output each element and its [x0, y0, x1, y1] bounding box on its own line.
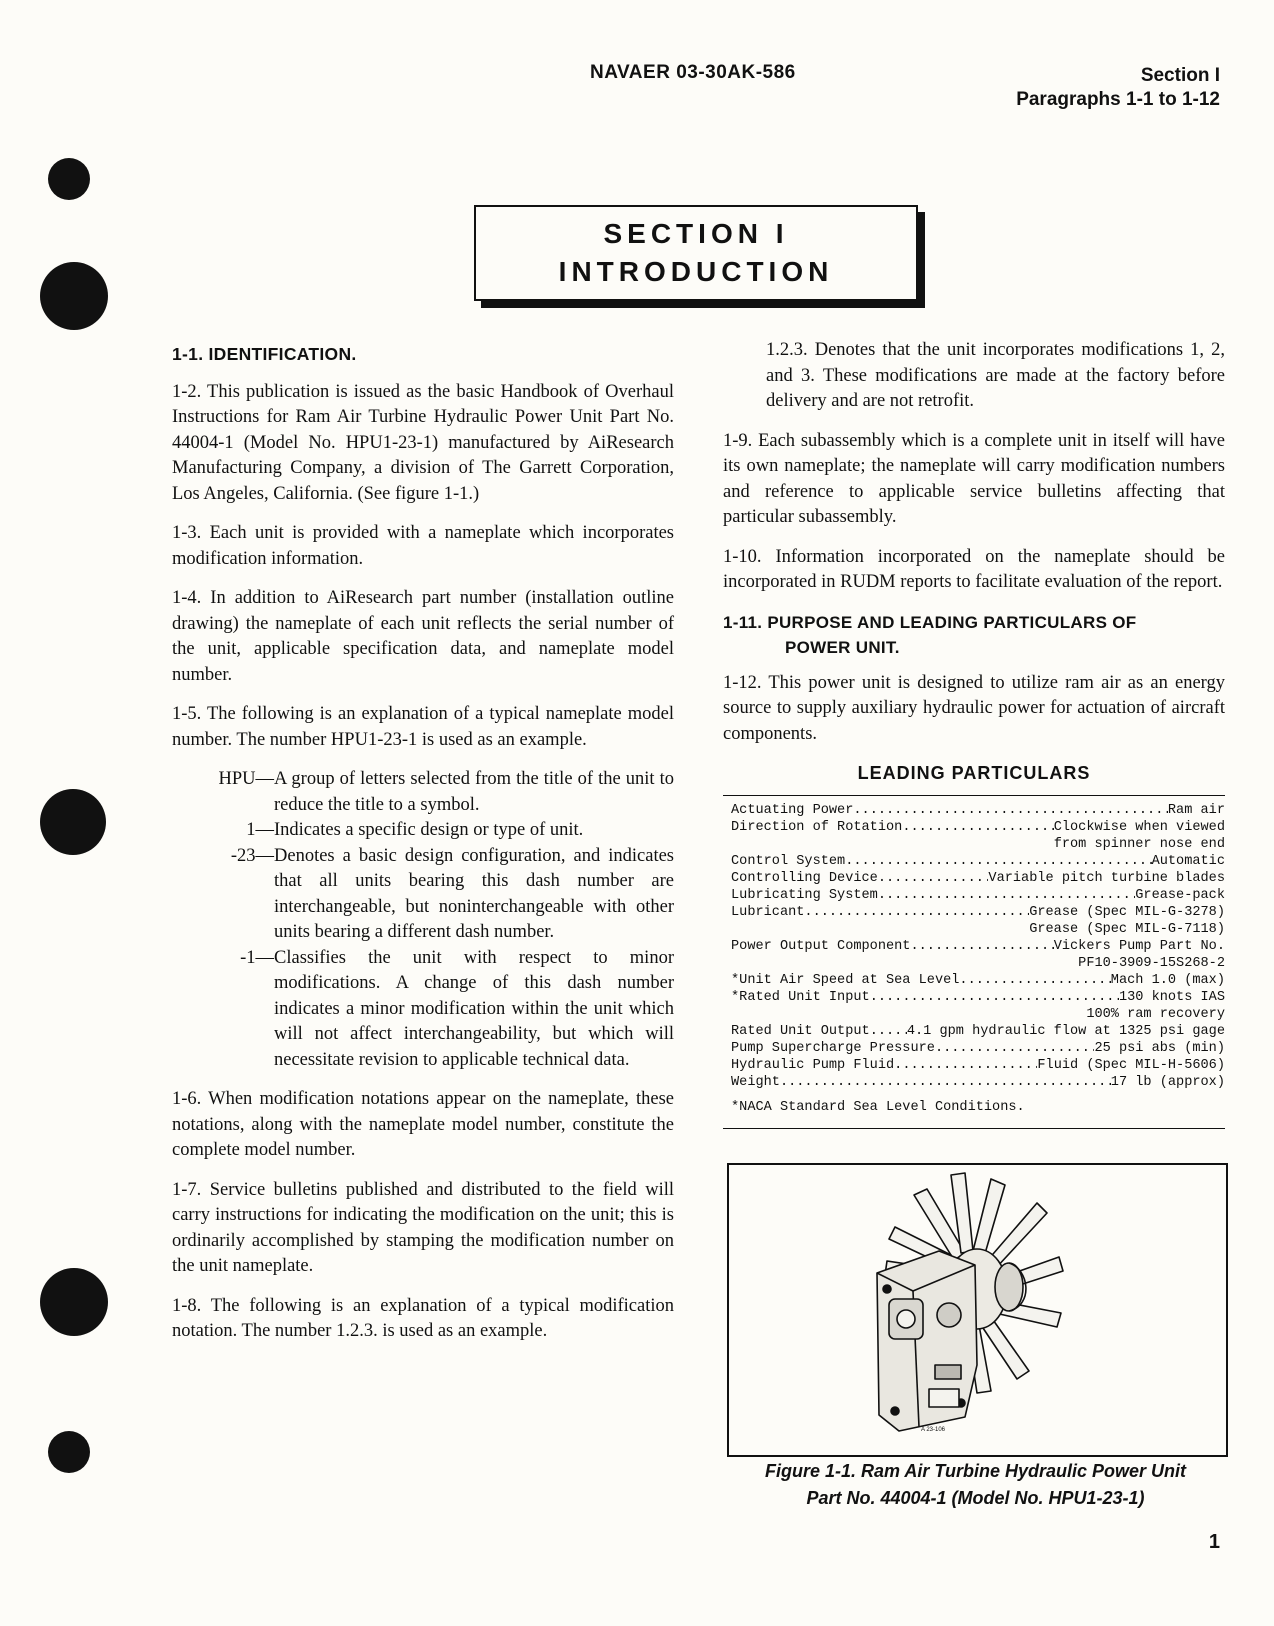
particulars-label: *Unit Air Speed at Sea Level	[731, 972, 960, 988]
particulars-row	[731, 972, 1225, 989]
section-header	[1016, 64, 1220, 112]
particulars-label: Weight	[731, 1074, 780, 1090]
figure-caption-line1: Figure 1-1. Ram Air Turbine Hydraulic Power Unit	[764, 1461, 1187, 1481]
section-title: SECTION I	[603, 218, 789, 249]
dot-leader	[959, 972, 1110, 989]
page-number: 1	[1208, 1531, 1220, 1553]
particulars-value-continued: Grease (Spec MIL-G-7118)	[1029, 921, 1225, 937]
particulars-value: 130 knots IAS	[1118, 989, 1225, 1005]
paragraph-1-7: 1-7. Service bulletins published and distributed to the field will carry instructions for indicating the modification on the unit; this is ordinarily accomplished by stamping the modification number on the unit nameplate.	[172, 1179, 674, 1276]
left-column	[172, 342, 674, 1359]
dot-leader	[845, 853, 1151, 870]
particulars-row	[731, 802, 1225, 819]
binder-hole	[40, 789, 106, 855]
binder-hole	[40, 262, 108, 330]
heading-purpose-line2: POWER UNIT.	[785, 638, 900, 657]
particulars-value: Clockwise when viewed	[1053, 819, 1225, 835]
particulars-label: Pump Supercharge Pressure	[731, 1040, 935, 1056]
dot-leader	[910, 938, 1053, 955]
particulars-row	[731, 1074, 1225, 1091]
definition-term: HPU—	[218, 769, 274, 789]
particulars-label: Lubricating System	[731, 887, 878, 903]
paragraph-1-9: 1-9. Each subassembly which is a complete unit in itself will have its own nameplate; the nameplate will carry modification numbers and reference to applicable service bulletins affecting that particular subassembly.	[723, 430, 1225, 527]
particulars-label: *Rated Unit Input	[731, 989, 870, 1005]
heading-purpose-line1: 1-11. PURPOSE AND LEADING PARTICULARS OF	[723, 612, 1137, 632]
particulars-row	[731, 1023, 1225, 1040]
heading-identification: 1-1. IDENTIFICATION.	[172, 344, 357, 364]
particulars-value: Fluid (Spec MIL-H-5606)	[1037, 1057, 1225, 1073]
paragraph-1-4: 1-4. In addition to AiResearch part number (installation outline drawing) the nameplate of each unit reflects the serial number of the unit, applicable specification data, and nameplate model number.	[172, 588, 674, 685]
particulars-value: Grease-pack	[1135, 887, 1225, 903]
heading-purpose	[723, 610, 1225, 661]
dot-leader	[894, 1057, 1037, 1074]
particulars-label: Power Output Component	[731, 938, 911, 954]
definition-term: -1—	[240, 947, 274, 968]
particulars-row	[731, 870, 1225, 887]
particulars-row	[731, 853, 1225, 870]
particulars-value-continued: from spinner nose end	[1053, 836, 1225, 852]
particulars-label: Direction of Rotation	[731, 819, 903, 835]
paragraph-1-8: 1-8. The following is an explanation of a typical modification notation. The number 1.2.3. is used as an example.	[172, 1295, 674, 1341]
leading-particulars-title: LEADING PARTICULARS	[857, 763, 1091, 783]
table-bottom-rule	[723, 1128, 1225, 1129]
definition-item	[172, 946, 674, 1074]
definition-item	[172, 767, 674, 818]
particulars-value: Ram air	[1167, 802, 1225, 818]
section-title-box	[474, 205, 918, 301]
definition-item	[172, 818, 674, 844]
binder-hole	[40, 1268, 108, 1336]
leading-particulars-table	[723, 796, 1225, 1095]
dot-leader	[853, 802, 1168, 819]
figure-caption	[723, 1458, 1228, 1512]
figure-reference: A 23-106	[921, 1427, 946, 1433]
definition-item	[172, 844, 674, 946]
particulars-label: Rated Unit Output	[731, 1023, 870, 1039]
particulars-label: Actuating Power	[731, 802, 854, 818]
power-unit-illustration	[729, 1165, 1226, 1455]
dot-leader	[870, 1023, 907, 1040]
paragraph-1-12: 1-12. This power unit is designed to utilize ram air as an energy source to supply auxiliary hydraulic power for actuation of aircraft components.	[723, 672, 1225, 744]
dot-leader	[804, 904, 1029, 921]
particulars-row	[731, 887, 1225, 904]
paragraph-1-5: 1-5. The following is an explanation of a typical nameplate model number. The number HPU1-23-1 is used as an example.	[172, 704, 674, 750]
dot-leader	[780, 1074, 1111, 1091]
dot-leader	[870, 989, 1119, 1006]
particulars-value-continued: PF10-3909-15S268-2	[1078, 955, 1225, 971]
definition-text: Classifies the unit with respect to minor modifications. A change of this dash number indicates a minor modification within the unit which will not affect interchangeability, but which will necessitate revision to applicable technical data.	[274, 947, 674, 1070]
particulars-value: Mach 1.0 (max)	[1110, 972, 1225, 988]
dot-leader	[935, 1040, 1095, 1057]
particulars-row	[731, 1040, 1225, 1057]
definition-text: A group of letters selected from the title of the unit to reduce the title to a symbol.	[274, 769, 674, 815]
particulars-label: Hydraulic Pump Fluid	[731, 1057, 895, 1073]
particulars-value: Grease (Spec MIL-G-3278)	[1029, 904, 1225, 920]
section-subtitle: INTRODUCTION	[558, 256, 834, 287]
particulars-value: 17 lb (approx)	[1110, 1074, 1225, 1090]
dot-leader	[902, 819, 1053, 836]
paragraph-1-2-3: 1.2.3. Denotes that the unit incorporates modifications 1, 2, and 3. These modifications are made at the factory before delivery and are not retrofit.	[766, 340, 1225, 411]
particulars-row	[731, 819, 1225, 836]
definition-text: Indicates a specific design or type of unit.	[274, 820, 584, 840]
right-column	[723, 338, 1225, 1129]
dot-leader	[878, 887, 1135, 904]
particulars-label: Control System	[731, 853, 846, 869]
binder-hole	[48, 158, 90, 200]
particulars-value: Variable pitch turbine blades	[988, 870, 1225, 886]
definition-text: Denotes a basic design configuration, and indicates that all units bearing this dash number are interchangeable, but noninterchangeable with other units bearing a different dash number.	[274, 845, 674, 942]
table-footnote: *NACA Standard Sea Level Conditions.	[731, 1099, 1025, 1115]
model-number-definitions	[172, 767, 674, 1073]
particulars-value: Automatic	[1151, 853, 1225, 869]
paragraph-1-3: 1-3. Each unit is provided with a nameplate which incorporates modification information.	[172, 523, 674, 569]
particulars-value: 4.1 gpm hydraulic flow at 1325 psi gage	[906, 1023, 1225, 1039]
particulars-value: Vickers Pump Part No.	[1053, 938, 1225, 954]
particulars-row	[731, 938, 1225, 955]
definition-term: 1—	[246, 820, 274, 840]
figure-caption-line2: Part No. 44004-1 (Model No. HPU1-23-1)	[806, 1488, 1145, 1508]
particulars-value: 25 psi abs (min)	[1094, 1040, 1225, 1056]
definition-term: -23—	[230, 845, 274, 866]
paragraph-1-6: 1-6. When modification notations appear on the nameplate, these notations, along with the nameplate model number, constitute the complete model number.	[172, 1089, 674, 1160]
particulars-label: Lubricant	[731, 904, 805, 920]
section-label: Section I	[1140, 65, 1220, 86]
figure-1-1	[727, 1163, 1228, 1457]
paragraph-1-2: 1-2. This publication is issued as the basic Handbook of Overhaul Instructions for Ram Air Turbine Hydraulic Power Unit Part No. 44004-1 (Model No. HPU1-23-1) manufactured by AiResearch Manufacturing Company, a division of The Garrett Corporation, Los Angeles, California. (See figure 1-1.)	[172, 381, 674, 504]
particulars-row	[731, 904, 1225, 921]
binder-hole	[48, 1431, 90, 1473]
particulars-row	[731, 989, 1225, 1006]
particulars-label: Controlling Device	[731, 870, 878, 886]
dot-leader	[878, 870, 989, 887]
document-number: NAVAER 03-30AK-586	[590, 62, 796, 83]
paragraph-range: Paragraphs 1-1 to 1-12	[1016, 89, 1220, 110]
paragraph-1-10: 1-10. Information incorporated on the nameplate should be incorporated in RUDM reports to facilitate evaluation of the report.	[723, 546, 1225, 592]
particulars-value-continued: 100% ram recovery	[1086, 1006, 1225, 1022]
particulars-row	[731, 1057, 1225, 1074]
